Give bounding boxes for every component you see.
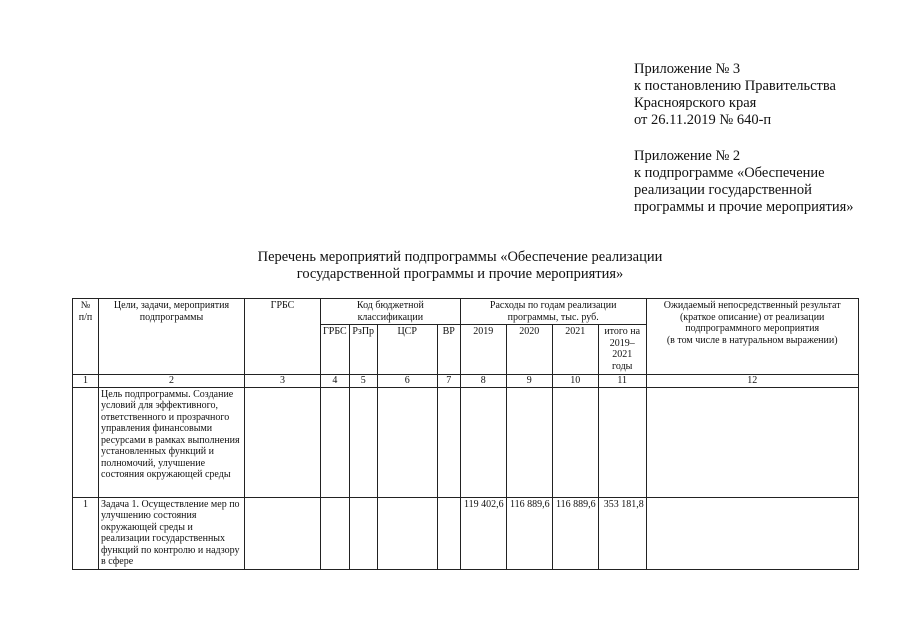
col-number: 8 xyxy=(460,375,506,388)
header-budget-code: Код бюджетной классификации xyxy=(321,299,461,325)
header-year-2020: 2020 xyxy=(506,325,552,375)
col-number: 7 xyxy=(437,375,460,388)
col-number: 9 xyxy=(506,375,552,388)
table-row xyxy=(73,387,859,497)
row-value-total: 353 181,8 xyxy=(598,497,646,569)
row-value-2020 xyxy=(506,387,552,497)
header-expected-result: Ожидаемый непосредственный результат (краткое описание) от реализации подпрограммного мероприятия (в том числе в натуральном выражении) xyxy=(646,299,858,375)
header-year-2019: 2019 xyxy=(460,325,506,375)
col-number: 4 xyxy=(321,375,350,388)
col-number: 5 xyxy=(349,375,377,388)
col-number: 11 xyxy=(598,375,646,388)
row-text: Цель подпрограммы. Создание условий для эффективного, ответственного и прозрачного управления финансовыми ресурсами в рамках выполнения установленных функций и полномочий, улучшение состояния окружающей среды xyxy=(99,387,245,497)
header-code-grbs: ГРБС xyxy=(321,325,350,375)
header-vr: ВР xyxy=(437,325,460,375)
col-number: 1 xyxy=(73,375,99,388)
measures-table xyxy=(72,298,859,570)
header-grbs: ГРБС xyxy=(245,299,321,375)
row-value-2019 xyxy=(460,387,506,497)
row-num: 1 xyxy=(73,497,99,569)
row-num xyxy=(73,387,99,497)
header-expenses: Расходы по годам реализации программы, тыс. руб. xyxy=(460,299,646,325)
col-number: 3 xyxy=(245,375,321,388)
row-value-2021: 116 889,6 xyxy=(552,497,598,569)
header-goals: Цели, задачи, мероприятия подпрограммы xyxy=(99,299,245,375)
row-value-2020: 116 889,6 xyxy=(506,497,552,569)
col-number: 6 xyxy=(377,375,437,388)
header-num: № п/п xyxy=(73,299,99,375)
row-text: Задача 1. Осуществление мер по улучшению состояния окружающей среды и реализации государственных функций по контролю и надзору в сфере xyxy=(99,497,245,569)
header-csr: ЦСР xyxy=(377,325,437,375)
header-total: итого на 2019– 2021 годы xyxy=(598,325,646,375)
row-value-total xyxy=(598,387,646,497)
document-title: Перечень мероприятий подпрограммы «Обеспечение реализации государственной программы и прочие мероприятия» xyxy=(257,249,663,282)
col-number: 10 xyxy=(552,375,598,388)
table-row xyxy=(73,497,859,569)
appendix-2-header: Приложение № 2 к подпрограмме «Обеспечение реализации государственной программы и прочие мероприятия» xyxy=(634,148,854,215)
row-value-2021 xyxy=(552,387,598,497)
col-number: 12 xyxy=(646,375,858,388)
row-value-2019: 119 402,6 xyxy=(460,497,506,569)
appendix-3-header: Приложение № 3 к постановлению Правительства Красноярского края от 26.11.2019 № 640-п xyxy=(634,61,836,128)
header-rzpr: РзПр xyxy=(349,325,377,375)
col-number: 2 xyxy=(99,375,245,388)
header-year-2021: 2021 xyxy=(552,325,598,375)
